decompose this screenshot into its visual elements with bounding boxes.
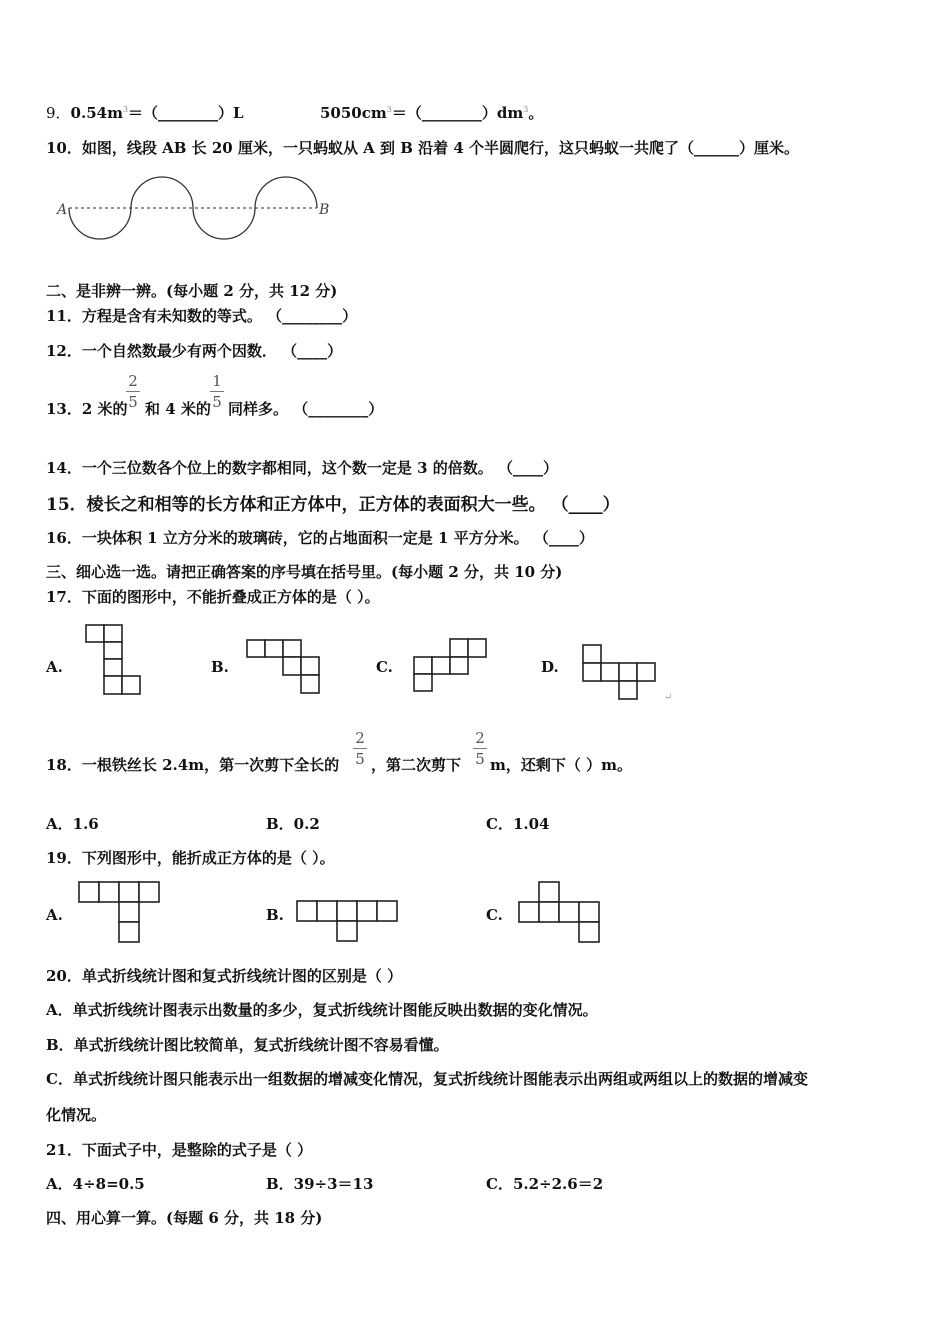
q18-pre: 18．一根铁丝长 2.4m，第一次剪下全长的 <box>46 756 340 774</box>
q19-option-c: C. <box>486 906 503 924</box>
q9-blank-2: ＝（________）dm <box>391 104 524 122</box>
q17-net-b <box>246 639 322 695</box>
q13-fraction-2 <box>210 372 224 411</box>
q17-net-c <box>413 638 491 694</box>
q19-text: 19．下列图形中，能折成正方体的是（ ）。 <box>46 849 335 867</box>
q19-net-c <box>518 881 602 945</box>
q9-value-a: 0.54m <box>70 104 123 122</box>
q18-post: m，还剩下（ ）m。 <box>490 756 632 774</box>
q9-unit-exp-a: 3 <box>122 105 129 114</box>
q12-text: 12．一个自然数最少有两个因数． （____） <box>46 342 343 360</box>
q19-net-b <box>296 900 400 944</box>
q13-f2-numerator: 1 <box>212 372 222 390</box>
q18-fraction-2 <box>473 729 487 768</box>
q13-fraction-1 <box>126 372 140 411</box>
q13-f2-denominator: 5 <box>212 393 222 411</box>
semicircle-2 <box>131 177 193 208</box>
q18-option-c: C．1.04 <box>486 815 550 833</box>
q9-number: 9． <box>46 104 71 122</box>
q21-option-c: C．5.2÷2.6＝2 <box>486 1175 604 1193</box>
q18-f1-numerator: 2 <box>355 729 365 747</box>
q20-option-c-line2: 化情况。 <box>46 1106 107 1124</box>
label-a: A <box>57 202 68 218</box>
label-b: B <box>319 202 330 218</box>
q17-net-d <box>582 644 658 702</box>
q9-line <box>46 102 244 123</box>
q11-text: 11．方程是含有未知数的等式。 （________） <box>46 307 358 325</box>
q18-fraction-1 <box>353 729 367 768</box>
return-mark-icon: ↵ <box>664 692 673 703</box>
q17-net-a <box>85 624 141 696</box>
q10-text: 10．如图，线段 AB 长 20 厘米，一只蚂蚁从 A 到 B 沿着 4 个半圆爬行，这只蚂蚁一共爬了（______）厘米。 <box>46 139 800 157</box>
q9-line-b <box>320 102 543 123</box>
q20-option-a: A．单式折线统计图表示出数量的多少，复式折线统计图能反映出数据的变化情况。 <box>46 1001 598 1019</box>
q18-option-a: A．1.6 <box>46 815 99 833</box>
q17-option-b: B. <box>211 658 229 676</box>
q18-option-b: B．0.2 <box>266 815 320 833</box>
q9-value-b: 5050cm <box>320 104 387 122</box>
semicircle-3 <box>193 208 255 239</box>
q21-option-a: A．4÷8=0.5 <box>46 1175 145 1193</box>
section-4-heading: 四、用心算一算。(每题 6 分，共 18 分) <box>46 1209 323 1227</box>
q17-option-c: C. <box>376 658 393 676</box>
q9-end: 。 <box>528 104 544 122</box>
q16-text: 16．一块体积 1 立方分米的玻璃砖，它的占地面积一定是 1 平方分米。 （____） <box>46 529 594 547</box>
section-3-heading: 三、细心选一选。请把正确答案的序号填在括号里。(每小题 2 分，共 10 分) <box>46 563 563 581</box>
q18-f2-numerator: 2 <box>475 729 485 747</box>
q15-text: 15．棱长之和相等的长方体和正方体中，正方体的表面积大一些。 （____） <box>46 495 620 515</box>
q13-f1-numerator: 2 <box>128 372 138 390</box>
q18-f2-denominator: 5 <box>475 750 485 768</box>
q13-post: 同样多。 （________） <box>228 400 384 418</box>
semicircle-1 <box>69 208 131 239</box>
q20-option-c-line1: C．单式折线统计图只能表示出一组数据的增减变化情况，复式折线统计图能表示出两组或两组以上的数据的增减变 <box>46 1070 808 1088</box>
semicircle-figure <box>55 170 335 250</box>
q14-text: 14．一个三位数各个位上的数字都相同，这个数一定是 3 的倍数。 （____） <box>46 459 558 477</box>
q9-unit-exp-b: 3 <box>386 105 392 114</box>
section-2-heading: 二、是非辨一辨。(每小题 2 分，共 12 分) <box>46 282 338 300</box>
semicircle-4 <box>255 177 317 208</box>
q13-mid: 和 4 米的 <box>145 400 211 418</box>
q19-option-a: A. <box>46 906 63 924</box>
q9-blank-1: ＝（________）L <box>128 104 244 122</box>
q17-option-d: D. <box>541 658 559 676</box>
q18-f1-denominator: 5 <box>355 750 365 768</box>
q20-text: 20．单式折线统计图和复式折线统计图的区别是（ ） <box>46 967 403 985</box>
q19-net-a <box>78 881 162 945</box>
q21-option-b: B．39÷3＝13 <box>266 1175 374 1193</box>
q13-f1-denominator: 5 <box>128 393 138 411</box>
q20-option-b: B．单式折线统计图比较简单，复式折线统计图不容易看懂。 <box>46 1036 449 1054</box>
q18-mid: ，第二次剪下 <box>371 756 462 774</box>
q13-pre: 13．2 米的 <box>46 400 128 418</box>
q17-option-a: A. <box>46 658 63 676</box>
q9-unit-exp-b2: 3 <box>523 105 529 114</box>
q21-text: 21．下面式子中，是整除的式子是（ ） <box>46 1141 313 1159</box>
q19-option-b: B. <box>266 906 284 924</box>
q17-text: 17．下面的图形中，不能折叠成正方体的是（ ）。 <box>46 588 380 606</box>
